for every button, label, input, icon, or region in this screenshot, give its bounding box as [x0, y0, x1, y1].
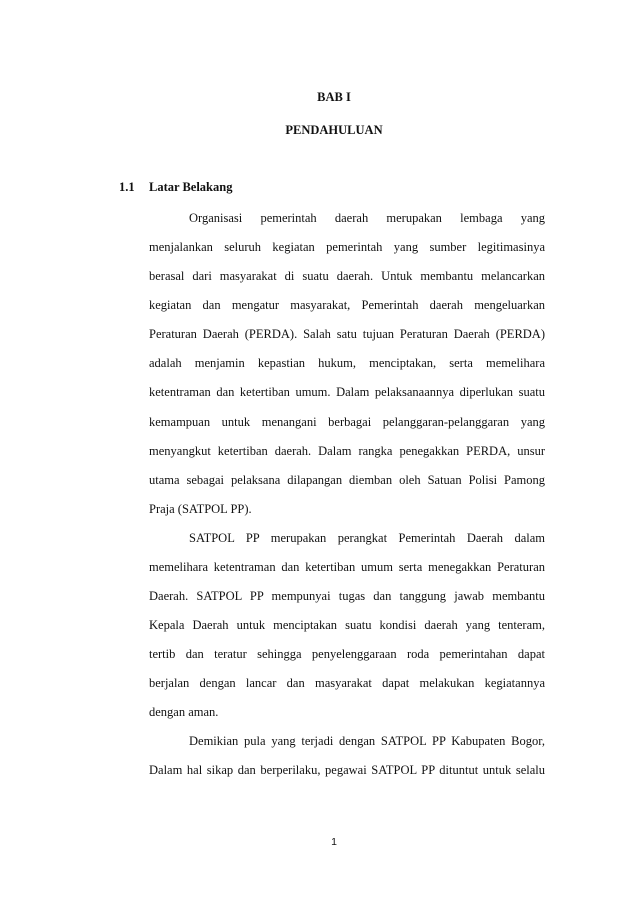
paragraph-1-line-10: utama sebagai pelaksana dilapangan diemban oleh Satuan Polisi Pamong [149, 473, 545, 487]
paragraph-2-line-3: Daerah. SATPOL PP mempunyai tugas dan tanggung jawab membantu [149, 589, 545, 603]
paragraph-3-line-1: Demikian pula yang terjadi dengan SATPOL PP Kabupaten Bogor, [189, 734, 545, 748]
paragraph-3-line-2: Dalam hal sikap dan berperilaku, pegawai SATPOL PP dituntut untuk selalu [149, 763, 545, 777]
paragraph-2-line-6: berjalan dengan lancar dan masyarakat dapat melakukan kegiatannya [149, 676, 545, 690]
page-number: 1 [331, 836, 337, 848]
paragraph-1-line-1: Organisasi pemerintah daerah merupakan lembaga yang [189, 211, 545, 225]
section-number: 1.1 [119, 180, 135, 194]
paragraph-1-line-6: adalah menjamin kepastian hukum, menciptakan, serta memelihara [149, 356, 545, 370]
paragraph-1-line-5: Peraturan Daerah (PERDA). Salah satu tujuan Peraturan Daerah (PERDA) [149, 327, 545, 341]
paragraph-1-line-7: ketentraman dan ketertiban umum. Dalam pelaksanaannya diperlukan suatu [149, 385, 545, 399]
paragraph-2-line-7: dengan aman. [149, 705, 219, 719]
paragraph-2-line-5: tertib dan teratur sehingga penyelenggaraan roda pemerintahan dapat [149, 647, 545, 661]
paragraph-1-line-3: berasal dari masyarakat di suatu daerah. Untuk membantu melancarkan [149, 269, 545, 283]
paragraph-1-line-9: menyangkut ketertiban daerah. Dalam rangka penegakkan PERDA, unsur [149, 444, 545, 458]
paragraph-2-line-1: SATPOL PP merupakan perangkat Pemerintah Daerah dalam [189, 531, 545, 545]
paragraph-1-line-11: Praja (SATPOL PP). [149, 502, 252, 516]
paragraph-1-line-4: kegiatan dan mengatur masyarakat, Pemerintah daerah mengeluarkan [149, 298, 545, 312]
paragraph-2-line-2: memelihara ketentraman dan ketertiban umum serta menegakkan Peraturan [149, 560, 545, 574]
section-title: Latar Belakang [149, 180, 233, 194]
paragraph-1-line-8: kemampuan untuk menangani berbagai pelanggaran-pelanggaran yang [149, 415, 545, 429]
paragraph-2-line-4: Kepala Daerah untuk menciptakan suatu kondisi daerah yang tenteram, [149, 618, 545, 632]
chapter-number: BAB I [317, 90, 351, 104]
chapter-title: PENDAHULUAN [285, 123, 383, 137]
paragraph-1-line-2: menjalankan seluruh kegiatan pemerintah yang sumber legitimasinya [149, 240, 545, 254]
